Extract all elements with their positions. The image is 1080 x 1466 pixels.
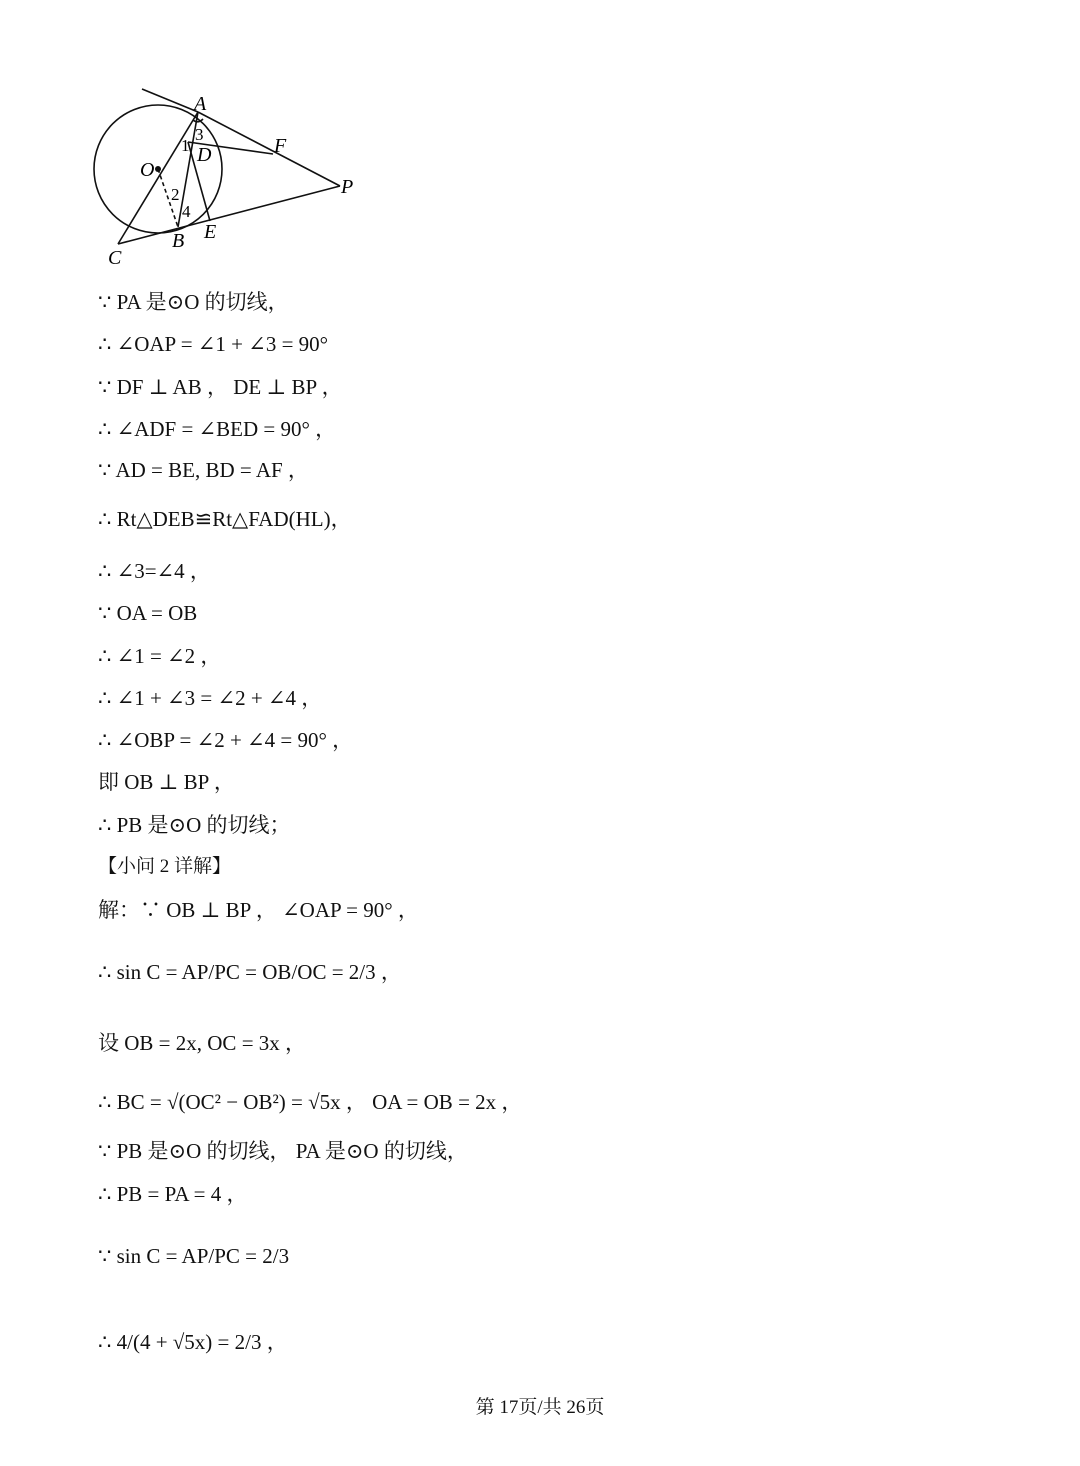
proof-line: ∴ ∠OAP = ∠1 + ∠3 = 90° — [98, 332, 329, 356]
label-angle-4: 4 — [182, 202, 191, 221]
section-heading: 【小问 2 详解】 — [98, 856, 232, 877]
label-d: D — [197, 144, 212, 166]
proof-line: 即 OB ⊥ BP ， — [98, 770, 235, 794]
label-c: C — [108, 247, 122, 269]
proof-line: ∴ PB = PA = 4 ， — [98, 1182, 248, 1206]
proof-line: ∴ 4/(4 + √5x) = 2/3 ， — [98, 1330, 288, 1354]
proof-line: ∴ Rt△DEB≌Rt△FAD(HL)， — [98, 507, 352, 531]
label-angle-1: 1 — [181, 136, 190, 155]
center-dot — [155, 166, 161, 172]
proof-line: ∵ DF ⊥ AB ， DE ⊥ BP ， — [98, 375, 343, 399]
geometry-figure — [90, 80, 370, 275]
proof-line: ∴ ∠OBP = ∠2 + ∠4 = 90° ， — [98, 728, 354, 752]
proof-line: ∴ ∠3=∠4 ， — [98, 559, 211, 583]
page-footer: 第 17页/共 26页 — [475, 1397, 605, 1418]
label-p: P — [341, 176, 354, 198]
proof-line: ∴ ∠1 + ∠3 = ∠2 + ∠4 ， — [98, 686, 323, 710]
proof-line: ∴ ∠1 = ∠2 ， — [98, 644, 222, 668]
label-f: F — [274, 135, 287, 157]
proof-line: ∵ PA 是⊙O 的切线， — [98, 290, 289, 314]
label-angle-3: 3 — [195, 125, 204, 144]
proof-line: ∴ PB 是⊙O 的切线； — [98, 813, 291, 837]
proof-line: ∵ sin C = AP/PC = 2/3 — [98, 1244, 290, 1268]
proof-line: ∵ PB 是⊙O 的切线， PA 是⊙O 的切线， — [98, 1139, 468, 1163]
label-angle-2: 2 — [171, 185, 180, 204]
segment-cp — [118, 186, 340, 244]
label-b: B — [172, 230, 185, 252]
label-e: E — [204, 221, 217, 243]
tangent-extension — [142, 89, 198, 112]
proof-line: ∴ sin C = AP/PC = OB/OC = 2/3 ， — [98, 960, 402, 984]
label-o: O — [140, 159, 155, 181]
proof-line: 解：∵ OB ⊥ BP ， ∠OAP = 90° ， — [98, 898, 419, 922]
proof-line: 设 OB = 2x, OC = 3x ， — [98, 1031, 307, 1055]
proof-line: ∵ AD = BE, BD = AF ， — [98, 458, 309, 482]
proof-line: ∵ OA = OB — [98, 601, 198, 625]
proof-line: ∴ ∠ADF = ∠BED = 90° ， — [98, 417, 337, 441]
figure-svg — [90, 80, 370, 275]
proof-line: ∴ BC = √(OC² − OB²) = √5x ， OA = OB = 2x ， — [98, 1090, 523, 1114]
label-a: A — [194, 93, 207, 115]
